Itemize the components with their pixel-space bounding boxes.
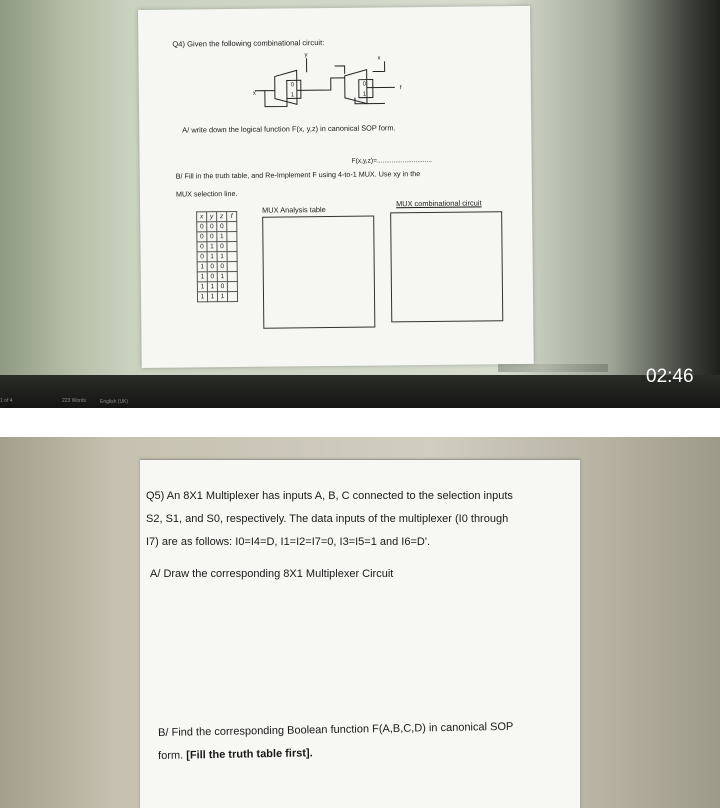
mux-analysis-box (262, 216, 375, 329)
truth-table-cell: 1 (217, 272, 227, 282)
truth-table-header-cell: z (217, 212, 227, 222)
q5-part-a: A/ Draw the corresponding 8X1 Multiplexer Circuit (150, 568, 394, 580)
q4-title: Q4) Given the following combinational circuit: (172, 38, 325, 49)
circuit-label-x2: x (377, 55, 381, 62)
circuit-label-f: f (399, 85, 402, 92)
truth-table-cell: 0 (217, 222, 227, 232)
circuit-label-zero-1: 0 (290, 82, 295, 89)
q5-line-3: I7) are as follows: I0=I4=D, I1=I2=I7=0, I3=I5=1 and I6=D'. (146, 536, 431, 548)
truth-table-cell (227, 221, 237, 231)
truth-table (196, 211, 238, 302)
circuit-label-y: y (304, 52, 308, 59)
truth-table-cell: 0 (197, 232, 207, 242)
bottom-photo (0, 437, 720, 808)
truth-table-row (197, 291, 237, 301)
truth-table-cell: 0 (207, 222, 217, 232)
truth-table-cell: 0 (207, 232, 217, 242)
q4-part-a: A/ write down the logical function F(x, y,z) in canonical SOP form. (182, 123, 396, 135)
truth-table-row (197, 221, 237, 231)
truth-table-cell: 1 (197, 292, 207, 302)
truth-table-row (197, 231, 237, 241)
q5-paper-sheet (140, 459, 580, 808)
status-page-count: 1 of 4 (0, 398, 13, 404)
truth-table-cell: 0 (217, 242, 227, 252)
truth-table-header-cell: f (227, 211, 237, 221)
truth-table-header-cell: y (207, 212, 217, 222)
q4-part-b-line1: B/ Fill in the truth table, and Re-Implement F using 4-to-1 MUX. Use xy in the (175, 169, 421, 181)
truth-table-row (197, 251, 237, 261)
truth-table-cell: 1 (217, 232, 227, 242)
truth-table-row (197, 271, 237, 281)
truth-table-cell (227, 231, 237, 241)
page-top-rule (140, 459, 580, 460)
status-word-count: 223 Words (62, 398, 87, 404)
truth-table-cell: 1 (207, 292, 217, 302)
truth-table-cell: 1 (197, 262, 207, 272)
mux-combinational-title: MUX combinational circuit (395, 198, 482, 209)
mux-analysis-title: MUX Analysis table (262, 205, 326, 215)
truth-table-row (197, 281, 237, 291)
taskbar-strip (498, 364, 608, 372)
q5-part-b-text: form. (158, 749, 187, 762)
truth-table-cell (227, 281, 237, 291)
truth-table-cell: 1 (197, 272, 207, 282)
truth-table-cell: 1 (217, 252, 227, 262)
truth-table-cell: 0 (197, 222, 207, 232)
q5-part-b-bold-note: [Fill the truth table first]. (186, 747, 313, 762)
status-language: English (UK) (100, 399, 129, 405)
circuit-label-zero-2: 0 (362, 81, 367, 88)
circuit-label-one-2: 1 (362, 91, 367, 98)
q5-part-b-line1: B/ Find the corresponding Boolean function F(A,B,C,D) in canonical SOP (158, 720, 514, 739)
circuit-label-x: x (252, 90, 256, 97)
truth-table-cell: 0 (207, 272, 217, 282)
circuit-label-one-1: 1 (290, 92, 295, 99)
truth-table-cell: 1 (197, 282, 207, 292)
truth-table-cell: 0 (207, 262, 217, 272)
truth-table-cell: 0 (217, 262, 227, 272)
truth-table-cell (227, 271, 237, 281)
q5-part-b-line2 (158, 747, 313, 762)
truth-table-cell (227, 241, 237, 251)
mux-circuit-box (390, 211, 503, 322)
combinational-circuit-diagram (234, 47, 455, 129)
truth-table-cell (227, 291, 237, 301)
truth-table-row (197, 241, 237, 251)
truth-table-cell: 0 (217, 282, 227, 292)
truth-table-header-cell: x (197, 212, 207, 222)
truth-table-cell: 1 (207, 242, 217, 252)
truth-table-row (197, 261, 237, 271)
video-timestamp: 02:46 (646, 366, 694, 387)
truth-table-cell: 0 (197, 242, 207, 252)
truth-table-cell: 1 (207, 282, 217, 292)
truth-table-cell (227, 251, 237, 261)
q4-paper-sheet (138, 6, 534, 368)
truth-table-cell: 1 (217, 292, 227, 302)
truth-table-header (197, 211, 237, 221)
q4-part-b-line2: MUX selection line. (175, 188, 238, 199)
truth-table-cell: 0 (197, 252, 207, 262)
truth-table-cell (227, 261, 237, 271)
truth-table-cell: 1 (207, 252, 217, 262)
q5-line-1: Q5) An 8X1 Multiplexer has inputs A, B, C connected to the selection inputs (146, 490, 513, 502)
q4-f-answer-line: F(x,y,z)=.............................. (351, 156, 432, 165)
q5-line-2: S2, S1, and S0, respectively. The data inputs of the multiplexer (I0 through (146, 513, 509, 525)
